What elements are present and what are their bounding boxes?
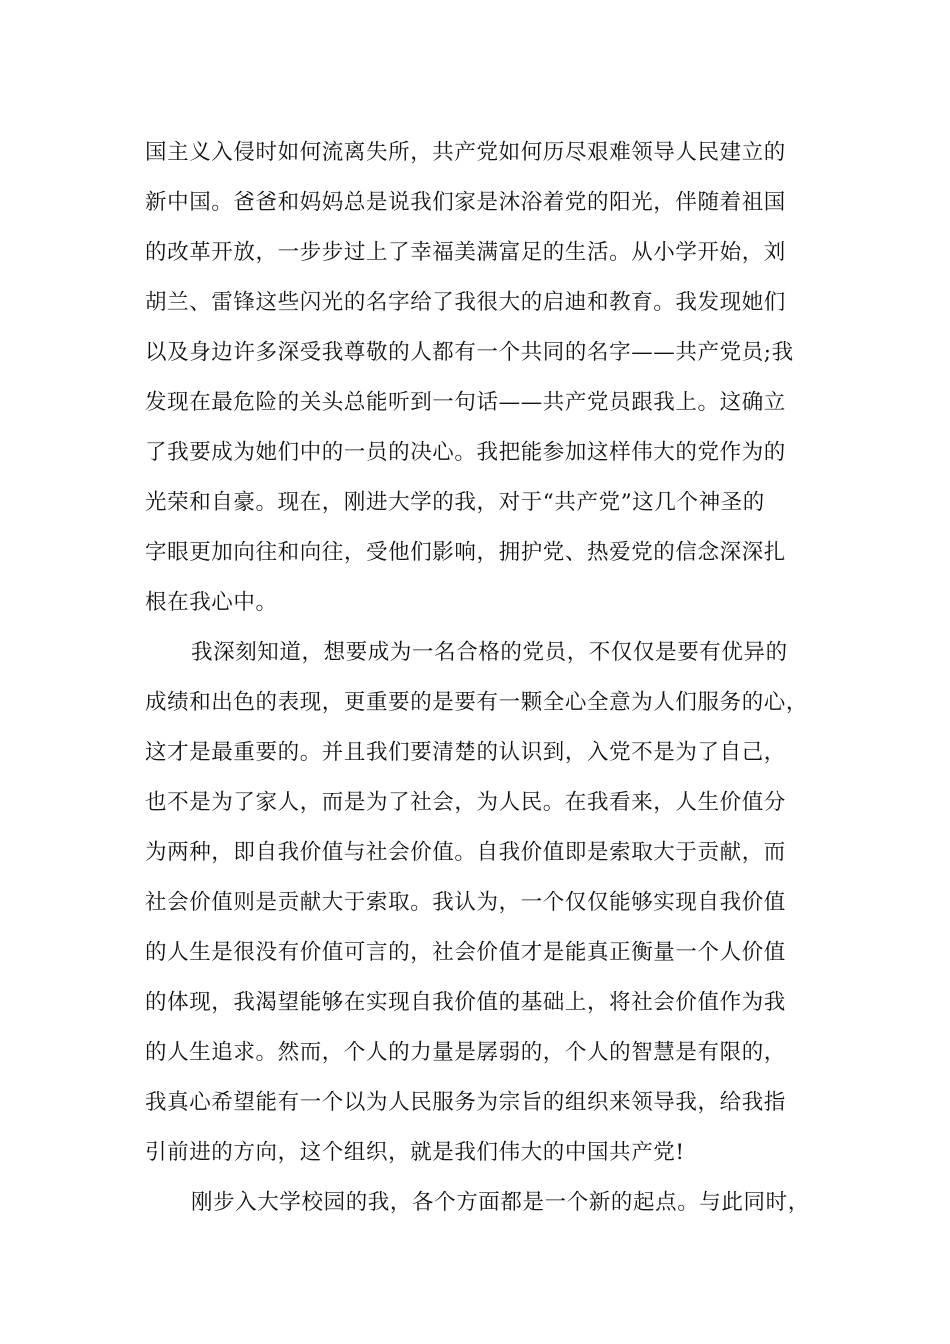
- text-line: 社会价值则是贡献大于索取。我认为，一个仅仅能够实现自我价值: [145, 890, 786, 915]
- text-line: 的体现，我渴望能够在实现自我价值的基础上，将社会价值作为我: [145, 990, 786, 1015]
- text-line: 发现在最危险的关头总能听到一句话——共产党员跟我上。这确立: [145, 390, 786, 415]
- text-line: 这才是最重要的。并且我们要清楚的认识到，入党不是为了自己，: [145, 740, 786, 765]
- text-line: 成绩和出色的表现，更重要的是要有一颗全心全意为人们服务的心，: [145, 690, 809, 715]
- text-line: 胡兰、雷锋这些闪光的名字给了我很大的启迪和教育。我发现她们: [145, 290, 786, 315]
- paragraph-2: [145, 628, 825, 1178]
- text-line: 为两种，即自我价值与社会价值。自我价值即是索取大于贡献，而: [145, 840, 786, 865]
- paragraph-3: [145, 1178, 825, 1228]
- text-line: 我真心希望能有一个以为人民服务为宗旨的组织来领导我，给我指: [145, 1090, 786, 1115]
- text-line: 根在我心中。: [145, 590, 278, 615]
- text-line: 字眼更加向往和向往，受他们影响，拥护党、热爱党的信念深深扎: [145, 540, 786, 565]
- text-line: 光荣和自豪。现在，刚进大学的我，对于“共产党”这几个神圣的: [145, 490, 765, 515]
- text-line: 了我要成为她们中的一员的决心。我把能参加这样伟大的党作为的: [145, 440, 786, 465]
- body-text: [145, 128, 825, 1228]
- text-line: 的改革开放，一步步过上了幸福美满富足的生活。从小学开始，刘: [145, 240, 786, 265]
- text-line: 我深刻知道，想要成为一名合格的党员，不仅仅是要有优异的: [191, 640, 788, 665]
- text-line: 也不是为了家人，而是为了社会，为人民。在我看来，人生价值分: [145, 790, 786, 815]
- text-line: 的人生追求。然而，个人的力量是孱弱的，个人的智慧是有限的，: [145, 1040, 786, 1065]
- paragraph-1: [145, 128, 825, 628]
- text-line: 刚步入大学校园的我，各个方面都是一个新的起点。与此同时，: [191, 1190, 810, 1215]
- text-line: 新中国。爸爸和妈妈总是说我们家是沐浴着党的阳光，伴随着祖国: [145, 190, 786, 215]
- text-line: 引前进的方向，这个组织，就是我们伟大的中国共产党!: [145, 1140, 685, 1165]
- text-line: 的人生是很没有价值可言的，社会价值才是能真正衡量一个人价值: [145, 940, 786, 965]
- text-line: 国主义入侵时如何流离失所，共产党如何历尽艰难领导人民建立的: [145, 140, 786, 165]
- text-line: 以及身边许多深受我尊敬的人都有一个共同的名字——共产党员;我: [145, 340, 794, 365]
